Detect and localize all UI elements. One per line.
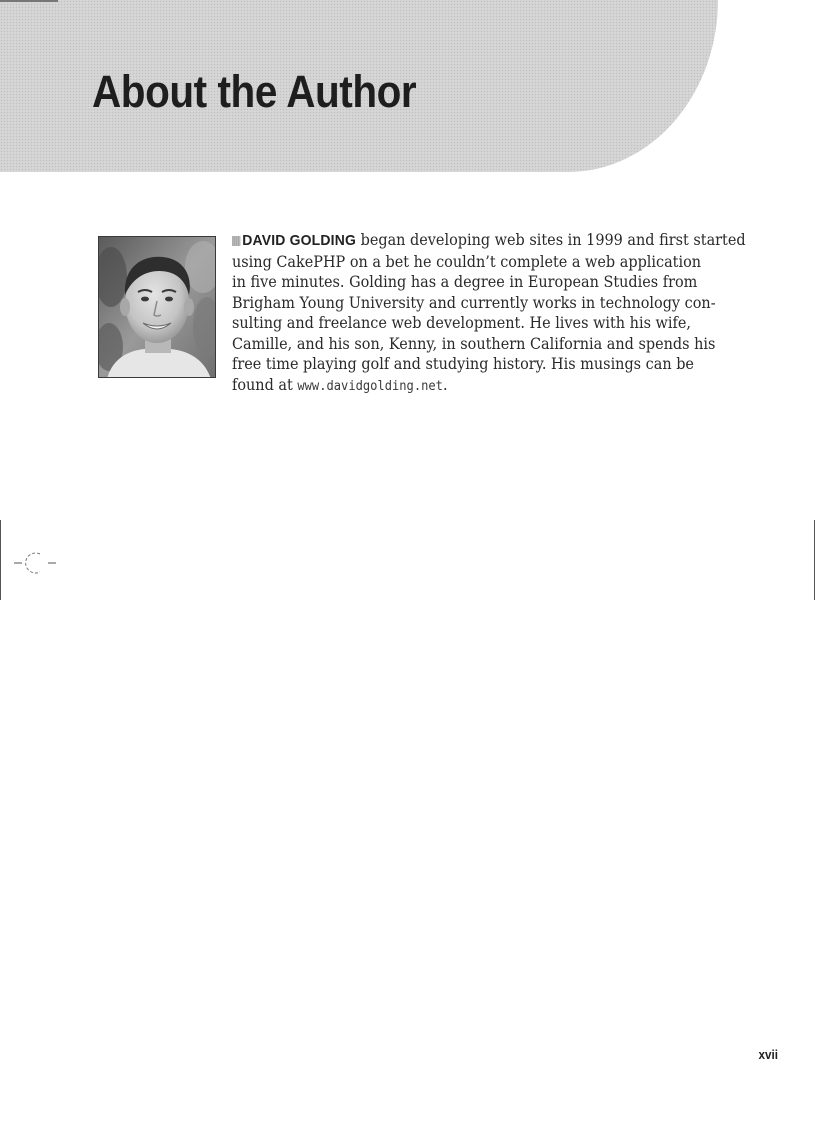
bio-line-1 (232, 230, 746, 252)
page-number: xvii (758, 1047, 778, 1062)
chapter-title: About the Author (92, 66, 417, 117)
bio-line-4: Brigham Young University and currently works in technology con- (232, 293, 716, 312)
author-photo (98, 236, 216, 378)
bio-text: . (442, 375, 448, 394)
bio-text: found at (232, 375, 298, 394)
bio-line-7: free time playing golf and studying history. His musings can be (232, 355, 694, 373)
author-name: DAVID GOLDING (242, 232, 356, 249)
bio-line-3: in five minutes. Golding has a degree in European Studies from (232, 273, 698, 291)
author-portrait-image (99, 237, 216, 378)
registration-crop-mark-icon (14, 552, 64, 574)
top-rule (0, 0, 58, 2)
right-edge-mark (814, 520, 815, 600)
bio-line-2: using CakePHP on a bet he couldn’t complete a web application (232, 252, 702, 271)
section-marker-icon (232, 236, 240, 246)
bio-line-8 (232, 375, 678, 398)
bio-text: began developing web sites in 1999 and first started (360, 231, 746, 249)
author-website-link[interactable]: www.davidgolding.net (297, 378, 443, 394)
author-bio (232, 230, 746, 397)
left-edge-mark (0, 520, 1, 600)
bio-line-5: sulting and freelance web development. He lives with his wife, (232, 314, 691, 332)
bio-line-6: Camille, and his son, Kenny, in southern California and spends his (232, 334, 716, 353)
